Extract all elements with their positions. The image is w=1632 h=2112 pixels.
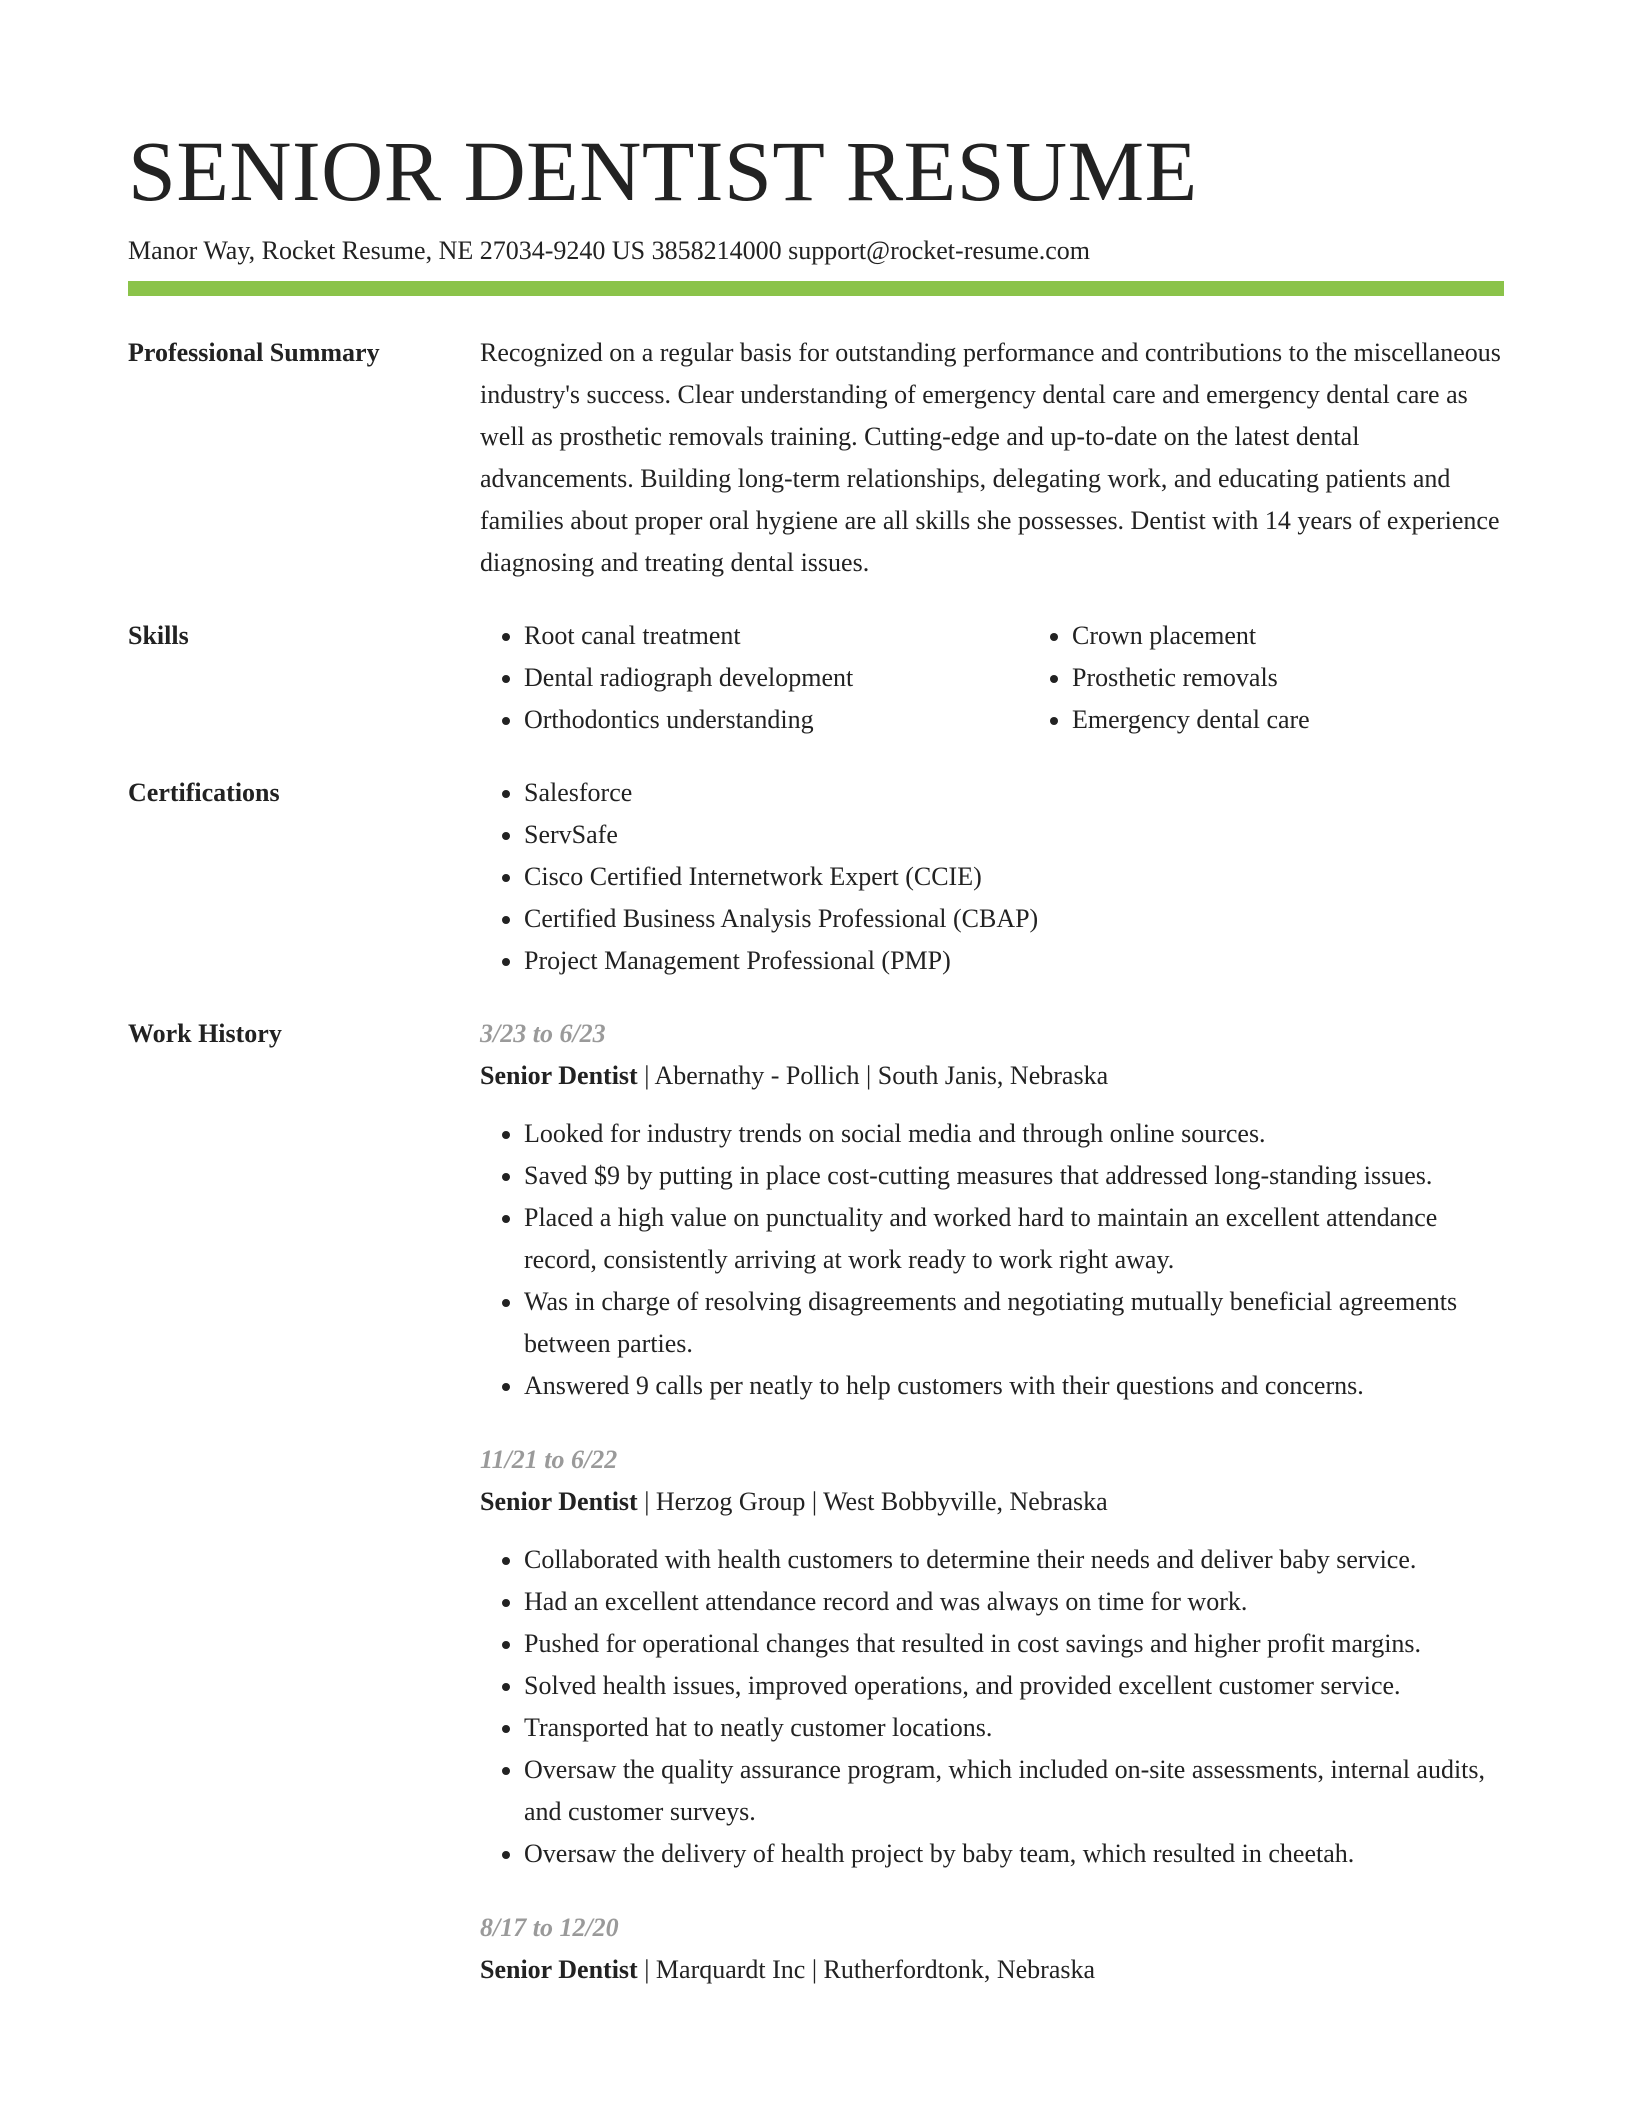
summary-label: Professional Summary xyxy=(128,338,380,367)
job-title: Senior Dentist xyxy=(480,1955,638,1984)
contact-address: Manor Way, Rocket Resume, NE 27034-9240 US xyxy=(128,236,646,265)
certifications-content xyxy=(480,772,1504,982)
skill-item: • Dental radiograph development xyxy=(524,657,1028,699)
skills-list-left xyxy=(480,615,1028,741)
job-date: 11/21 to 6/22 xyxy=(480,1445,618,1474)
certification-item: • Certified Business Analysis Professional (CBAP) xyxy=(524,898,1504,940)
job-title: Senior Dentist xyxy=(480,1061,638,1090)
job-date: 3/23 to 6/23 xyxy=(480,1019,606,1048)
job-entry xyxy=(480,1013,1504,1407)
certification-item: • ServSafe xyxy=(524,814,1504,856)
job-bullet: • Oversaw the quality assurance program, which included on-site assessments, internal audits, and customer surveys. xyxy=(524,1749,1504,1833)
skills-label: Skills xyxy=(128,621,189,650)
contact-line xyxy=(128,234,1504,268)
skill-item: • Emergency dental care xyxy=(1072,699,1310,741)
contact-phone: 3858214000 xyxy=(651,236,782,265)
skills-section xyxy=(128,615,1504,741)
resume-page xyxy=(128,118,1504,2007)
skill-item: • Crown placement xyxy=(1072,615,1310,657)
work-history-content xyxy=(480,1013,1504,2007)
job-heading xyxy=(480,1481,1504,1523)
summary-content xyxy=(480,332,1504,584)
skill-item: • Prosthetic removals xyxy=(1072,657,1310,699)
job-entry xyxy=(480,1907,1504,1991)
job-heading xyxy=(480,1949,1504,1991)
job-bullet: • Placed a high value on punctuality and worked hard to maintain an excellent attendance record, consistently arriving at work ready to work right away. xyxy=(524,1197,1504,1281)
summary-text: Recognized on a regular basis for outstanding performance and contributions to the miscellaneous industry's success. Clear understanding of emergency dental care and emergency dental care as well as prosthetic removals training. Cutting-edge and up-to-date on the latest dental advancements. Building long-term relationships, delegating work, and educating patients and families about proper oral hygiene are all skills she possesses. Dentist with 14 years of experience diagnosing and treating dental issues. xyxy=(480,338,1501,577)
job-details: | Marquardt Inc | Rutherfordtonk, Nebraska xyxy=(637,1955,1096,1984)
job-bullet: • Saved $9 by putting in place cost-cutting measures that addressed long-standing issues. xyxy=(524,1155,1504,1197)
job-heading xyxy=(480,1055,1504,1097)
job-details: | Abernathy - Pollich | South Janis, Nebraska xyxy=(637,1061,1109,1090)
page-title: SENIOR DENTIST RESUME xyxy=(128,123,1198,219)
contact-email: support@rocket-resume.com xyxy=(788,236,1091,265)
job-bullets xyxy=(480,1113,1504,1407)
job-bullet: • Answered 9 calls per neatly to help customers with their questions and concerns. xyxy=(524,1365,1504,1407)
job-bullet: • Transported hat to neatly customer locations. xyxy=(524,1707,1504,1749)
job-bullet: • Collaborated with health customers to determine their needs and deliver baby service. xyxy=(524,1539,1504,1581)
job-bullet: • Had an excellent attendance record and was always on time for work. xyxy=(524,1581,1504,1623)
job-bullets xyxy=(480,1539,1504,1875)
job-bullet: • Oversaw the delivery of health project by baby team, which resulted in cheetah. xyxy=(524,1833,1504,1875)
certifications-list xyxy=(480,772,1504,982)
header-divider xyxy=(128,281,1504,296)
work-history-label: Work History xyxy=(128,1019,282,1048)
job-details: | Herzog Group | West Bobbyville, Nebraska xyxy=(637,1487,1108,1516)
job-bullet: • Pushed for operational changes that resulted in cost savings and higher profit margins. xyxy=(524,1623,1504,1665)
skills-content xyxy=(480,615,1504,741)
summary-section xyxy=(128,332,1504,584)
skill-item: • Root canal treatment xyxy=(524,615,1028,657)
job-bullet: • Solved health issues, improved operations, and provided excellent customer service. xyxy=(524,1665,1504,1707)
certification-item: • Project Management Professional (PMP) xyxy=(524,940,1504,982)
skill-item: • Orthodontics understanding xyxy=(524,699,1028,741)
work-history-section xyxy=(128,1013,1504,2007)
certifications-section xyxy=(128,772,1504,982)
certification-item: • Salesforce xyxy=(524,772,1504,814)
job-bullet: • Looked for industry trends on social media and through online sources. xyxy=(524,1113,1504,1155)
job-title: Senior Dentist xyxy=(480,1487,638,1516)
job-date: 8/17 to 12/20 xyxy=(480,1913,619,1942)
certification-item: • Cisco Certified Internetwork Expert (CCIE) xyxy=(524,856,1504,898)
job-entry xyxy=(480,1439,1504,1875)
job-bullet: • Was in charge of resolving disagreements and negotiating mutually beneficial agreements between parties. xyxy=(524,1281,1504,1365)
skills-list-right xyxy=(1028,615,1310,741)
certifications-label: Certifications xyxy=(128,778,280,807)
